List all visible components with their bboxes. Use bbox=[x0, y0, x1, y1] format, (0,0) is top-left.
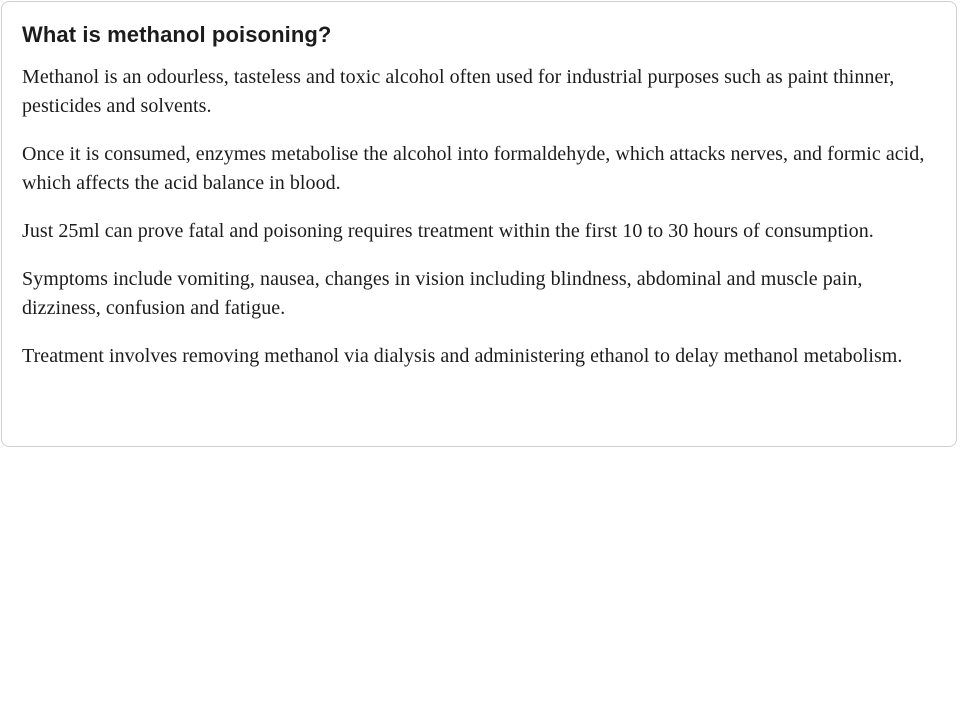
paragraph-definition: Methanol is an odourless, tasteless and toxic alcohol often used for industrial purposes such as paint thinner, pesticides and solvents. bbox=[22, 66, 895, 117]
card-title: What is methanol poisoning? bbox=[22, 22, 332, 47]
paragraph-metabolism: Once it is consumed, enzymes metabolise the alcohol into formaldehyde, which attacks nerves, and formic acid, which affects the acid balance in blood. bbox=[22, 143, 925, 194]
paragraph-symptoms: Symptoms include vomiting, nausea, changes in vision including blindness, abdominal and muscle pain, dizziness, confusion and fatigue. bbox=[22, 268, 863, 319]
paragraph-treatment: Treatment involves removing methanol via dialysis and administering ethanol to delay methanol metabolism. bbox=[22, 345, 903, 367]
card-body bbox=[22, 63, 936, 371]
paragraph-fatal-dose: Just 25ml can prove fatal and poisoning requires treatment within the first 10 to 30 hours of consumption. bbox=[22, 220, 874, 242]
info-card bbox=[1, 1, 957, 447]
